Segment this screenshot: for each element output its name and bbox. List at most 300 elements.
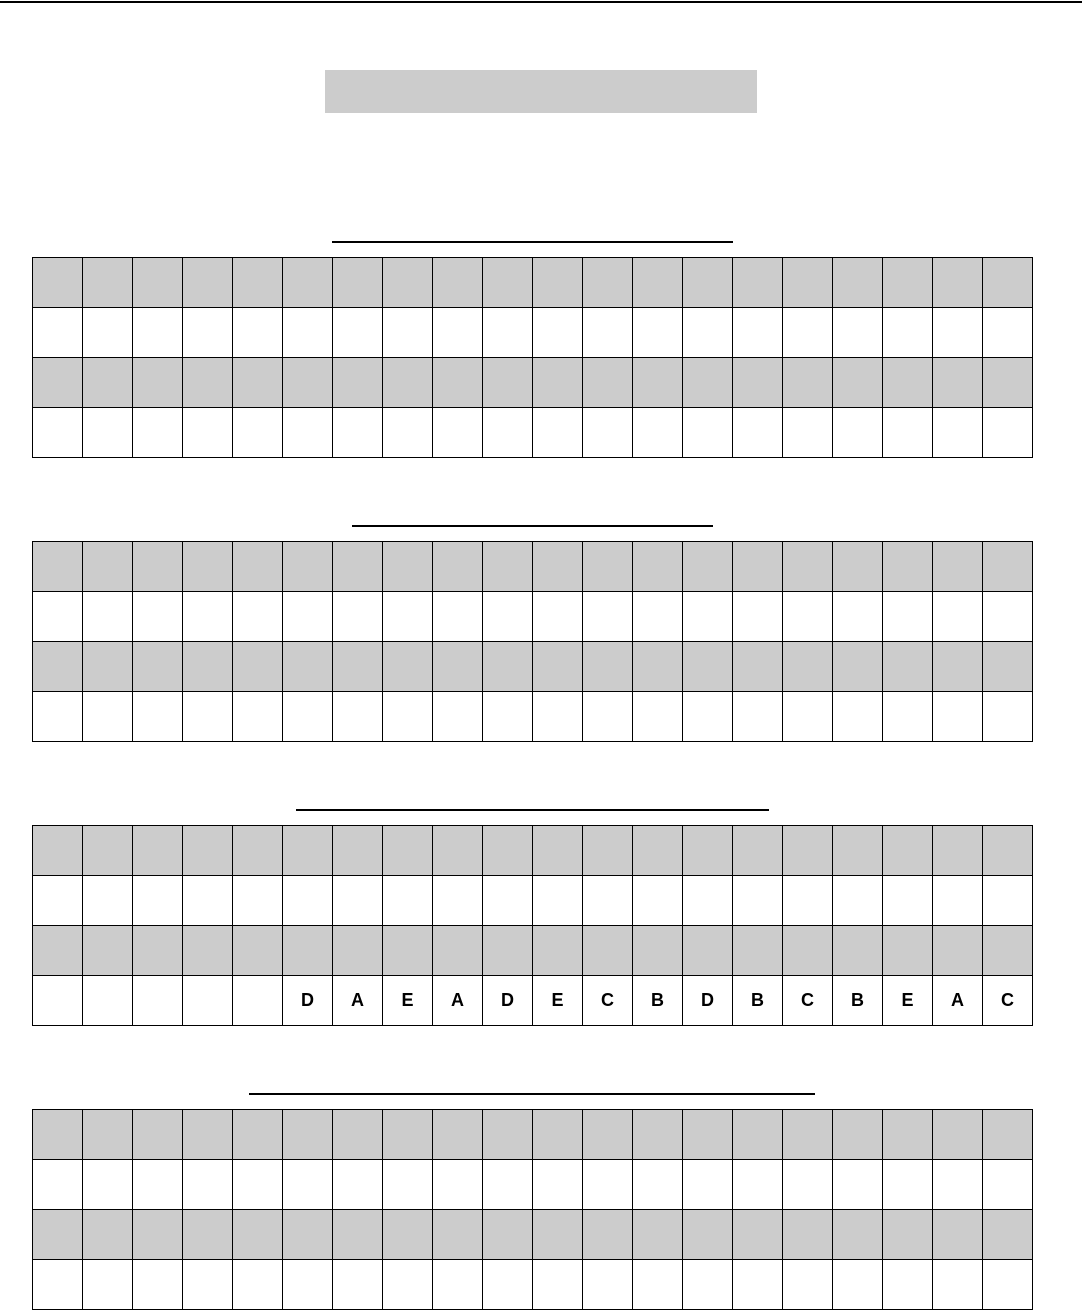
grid-cell	[783, 876, 833, 926]
grid-cell	[283, 258, 333, 308]
grid-cell	[183, 1160, 233, 1210]
grid-cell	[183, 976, 233, 1026]
grid-cell	[983, 1260, 1033, 1310]
grid-cell	[133, 1260, 183, 1310]
grid-cell	[583, 1210, 633, 1260]
shaded-row	[33, 1210, 1033, 1260]
grid-cell	[833, 408, 883, 458]
grid-cell: C	[983, 976, 1033, 1026]
grid-cell	[183, 592, 233, 642]
grid-cell	[33, 826, 83, 876]
grid-cell	[733, 308, 783, 358]
grid-cell	[83, 358, 133, 408]
grid-cell	[833, 642, 883, 692]
grid-cell	[283, 1110, 333, 1160]
grid-cell	[183, 692, 233, 742]
grid-cell	[933, 592, 983, 642]
grid-cell	[233, 1260, 283, 1310]
grid-cell	[483, 408, 533, 458]
grid-cell	[783, 358, 833, 408]
grid-cell	[733, 642, 783, 692]
grid-cell	[633, 1110, 683, 1160]
grid-cell	[583, 926, 633, 976]
grid-cell	[683, 1210, 733, 1260]
grid-cell	[683, 826, 733, 876]
grid-cell	[283, 1260, 333, 1310]
grid-cell	[83, 1160, 133, 1210]
grid-cell	[883, 308, 933, 358]
grid-cell	[533, 358, 583, 408]
grid-cell	[233, 692, 283, 742]
grid-cell	[833, 826, 883, 876]
grid-cell	[283, 1210, 333, 1260]
grid-cell	[383, 358, 433, 408]
grid-cell	[83, 876, 133, 926]
grid-cell	[933, 308, 983, 358]
grid-cell	[233, 1210, 283, 1260]
grid-cell	[583, 408, 633, 458]
shaded-row	[33, 642, 1033, 692]
grid-cell	[583, 876, 633, 926]
grid-cell	[183, 1110, 233, 1160]
answer-row	[33, 408, 1033, 458]
grid-cell	[433, 1160, 483, 1210]
grid-cell	[133, 408, 183, 458]
grid-cell	[383, 408, 433, 458]
grid-cell	[433, 358, 483, 408]
grid-cell	[333, 258, 383, 308]
grid-cell	[183, 926, 233, 976]
grid-cell	[233, 258, 283, 308]
grid-cell	[233, 542, 283, 592]
grid-cell: D	[283, 976, 333, 1026]
grid-cell	[283, 308, 333, 358]
grid-cell	[433, 692, 483, 742]
grid-cell	[283, 592, 333, 642]
grid-cell	[583, 692, 633, 742]
grid-cell	[533, 876, 583, 926]
grid-cell	[283, 542, 333, 592]
grid-cell	[583, 642, 633, 692]
shaded-row	[33, 826, 1033, 876]
shaded-row	[33, 358, 1033, 408]
grid-cell	[633, 1210, 683, 1260]
grid-cell	[883, 692, 933, 742]
grid-cell	[483, 358, 533, 408]
grid-cell	[833, 358, 883, 408]
grid-cell	[633, 542, 683, 592]
grid-cell	[33, 976, 83, 1026]
grid-cell	[683, 358, 733, 408]
grid-cell	[583, 1110, 633, 1160]
grid-cell: E	[883, 976, 933, 1026]
grid-cell	[483, 542, 533, 592]
grid-cell	[433, 826, 483, 876]
grid-cell	[683, 408, 733, 458]
grid-cell	[233, 926, 283, 976]
grid-cell	[783, 258, 833, 308]
grid-cell	[933, 1110, 983, 1160]
grid-cell	[133, 976, 183, 1026]
grid-cell	[133, 358, 183, 408]
grid-cell	[983, 926, 1033, 976]
grid-cell	[133, 826, 183, 876]
grid-cell	[883, 926, 933, 976]
grid-cell	[383, 1210, 433, 1260]
grid-cell	[633, 876, 683, 926]
title-box	[325, 70, 757, 113]
grid-cell	[483, 1260, 533, 1310]
grid-cell	[633, 358, 683, 408]
grid-cell	[683, 1260, 733, 1310]
grid-cell: E	[383, 976, 433, 1026]
grid-cell	[933, 542, 983, 592]
grid-cell	[533, 1260, 583, 1310]
grid-cell	[533, 592, 583, 642]
answer-row	[33, 1160, 1033, 1210]
grid-cell	[283, 642, 333, 692]
grid-cell	[233, 826, 283, 876]
grid-cell	[333, 642, 383, 692]
grid-cell	[33, 642, 83, 692]
grid-cell	[533, 692, 583, 742]
grid-cell	[883, 542, 933, 592]
grid-cell	[333, 358, 383, 408]
grid-cell	[433, 258, 483, 308]
grid-cell	[883, 876, 933, 926]
grid-cell	[833, 876, 883, 926]
grid-cell	[933, 826, 983, 876]
grid-cell	[633, 592, 683, 642]
grid-cell	[883, 642, 933, 692]
grid-cell	[783, 592, 833, 642]
grid-cell	[783, 1260, 833, 1310]
grid-cell	[33, 1110, 83, 1160]
grid-cell	[183, 1260, 233, 1310]
grid-cell	[433, 876, 483, 926]
grid-cell	[783, 642, 833, 692]
grid-cell	[883, 1260, 933, 1310]
grid-cell	[283, 926, 333, 976]
grid-cell	[783, 926, 833, 976]
grid-cell	[333, 1260, 383, 1310]
grid-cell	[983, 826, 1033, 876]
grid-cell	[283, 876, 333, 926]
grid-cell	[283, 358, 333, 408]
grid-cell	[783, 308, 833, 358]
grid-cell	[83, 826, 133, 876]
grid-cell	[983, 542, 1033, 592]
grid-cell	[633, 1260, 683, 1310]
grid-cell	[33, 308, 83, 358]
grid-cell	[383, 876, 433, 926]
grid-cell	[933, 358, 983, 408]
section-2-caption-line	[352, 525, 713, 527]
grid-cell	[633, 642, 683, 692]
section-1-caption-line	[332, 241, 733, 243]
grid-cell	[83, 1260, 133, 1310]
grid-cell	[733, 542, 783, 592]
grid-cell	[833, 692, 883, 742]
grid-cell	[683, 1160, 733, 1210]
grid-cell	[883, 1160, 933, 1210]
answer-row	[33, 876, 1033, 926]
grid-cell	[433, 926, 483, 976]
grid-cell	[83, 976, 133, 1026]
grid-cell	[183, 1210, 233, 1260]
grid-cell	[133, 308, 183, 358]
grid-cell	[133, 642, 183, 692]
grid-cell	[433, 1110, 483, 1160]
grid-cell	[733, 1260, 783, 1310]
section-1-grid	[32, 257, 1033, 458]
grid-cell	[83, 258, 133, 308]
section-2-grid	[32, 541, 1033, 742]
grid-cell	[183, 826, 233, 876]
grid-cell	[83, 542, 133, 592]
grid-cell	[583, 542, 633, 592]
grid-cell	[283, 1160, 333, 1210]
grid-cell	[533, 542, 583, 592]
section-3-caption-line	[296, 809, 769, 811]
grid-cell	[883, 258, 933, 308]
grid-cell	[433, 592, 483, 642]
grid-cell	[733, 258, 783, 308]
grid-cell	[183, 258, 233, 308]
grid-cell	[333, 408, 383, 458]
grid-cell	[383, 926, 433, 976]
grid-cell	[383, 258, 433, 308]
grid-cell	[83, 642, 133, 692]
grid-cell	[133, 1160, 183, 1210]
grid-cell	[983, 258, 1033, 308]
grid-cell: B	[633, 976, 683, 1026]
grid-cell	[133, 542, 183, 592]
grid-cell: B	[833, 976, 883, 1026]
grid-cell	[583, 358, 633, 408]
grid-cell	[983, 1210, 1033, 1260]
grid-cell	[283, 408, 333, 458]
grid-cell	[233, 642, 283, 692]
grid-cell	[33, 542, 83, 592]
grid-cell	[183, 876, 233, 926]
grid-cell	[733, 692, 783, 742]
grid-cell	[333, 1210, 383, 1260]
grid-cell	[33, 692, 83, 742]
answer-row	[33, 592, 1033, 642]
grid-cell	[483, 1160, 533, 1210]
grid-cell	[533, 1210, 583, 1260]
grid-cell	[133, 876, 183, 926]
answer-row	[33, 692, 1033, 742]
grid-cell	[933, 258, 983, 308]
grid-cell	[383, 1260, 433, 1310]
grid-cell: A	[333, 976, 383, 1026]
grid-cell	[483, 308, 533, 358]
grid-cell	[83, 592, 133, 642]
grid-cell: A	[433, 976, 483, 1026]
grid-cell	[883, 592, 933, 642]
grid-cell	[33, 358, 83, 408]
grid-cell	[233, 358, 283, 408]
grid-cell	[83, 308, 133, 358]
grid-cell	[883, 358, 933, 408]
grid-cell	[633, 408, 683, 458]
grid-cell	[683, 258, 733, 308]
grid-cell	[383, 1110, 433, 1160]
grid-cell	[483, 1210, 533, 1260]
grid-cell	[33, 1160, 83, 1210]
grid-cell	[233, 1160, 283, 1210]
grid-cell	[933, 642, 983, 692]
grid-cell	[233, 1110, 283, 1160]
grid-cell	[733, 408, 783, 458]
grid-cell	[983, 358, 1033, 408]
grid-cell	[483, 876, 533, 926]
grid-cell	[983, 308, 1033, 358]
grid-cell	[283, 826, 333, 876]
grid-cell	[983, 1110, 1033, 1160]
grid-cell	[833, 1160, 883, 1210]
grid-cell	[683, 308, 733, 358]
grid-cell	[983, 692, 1033, 742]
grid-cell	[33, 926, 83, 976]
grid-cell	[733, 1110, 783, 1160]
grid-cell	[533, 642, 583, 692]
grid-cell	[333, 692, 383, 742]
grid-cell	[33, 408, 83, 458]
grid-cell	[483, 592, 533, 642]
grid-cell	[983, 876, 1033, 926]
grid-cell	[33, 592, 83, 642]
grid-cell	[233, 408, 283, 458]
grid-cell	[83, 408, 133, 458]
grid-cell: E	[533, 976, 583, 1026]
grid-cell	[33, 1210, 83, 1260]
grid-cell: B	[733, 976, 783, 1026]
grid-cell	[333, 542, 383, 592]
grid-cell	[933, 1160, 983, 1210]
grid-cell	[583, 308, 633, 358]
grid-cell	[833, 926, 883, 976]
grid-cell	[783, 1160, 833, 1210]
grid-cell	[83, 1110, 133, 1160]
grid-cell	[883, 826, 933, 876]
answer-row	[33, 308, 1033, 358]
grid-cell	[33, 1260, 83, 1310]
grid-cell	[483, 1110, 533, 1160]
shaded-row	[33, 1110, 1033, 1160]
grid-cell	[533, 826, 583, 876]
grid-cell	[933, 926, 983, 976]
grid-cell	[383, 308, 433, 358]
grid-cell	[83, 1210, 133, 1260]
grid-cell	[133, 1210, 183, 1260]
grid-cell	[683, 542, 733, 592]
grid-cell	[633, 258, 683, 308]
grid-cell: C	[583, 976, 633, 1026]
grid-cell	[383, 692, 433, 742]
grid-cell	[33, 876, 83, 926]
top-rule	[0, 1, 1082, 3]
grid-cell	[383, 826, 433, 876]
grid-cell	[833, 1210, 883, 1260]
grid-cell	[983, 1160, 1033, 1210]
grid-cell	[433, 542, 483, 592]
grid-cell	[83, 926, 133, 976]
grid-cell	[383, 1160, 433, 1210]
grid-cell	[333, 592, 383, 642]
grid-cell	[933, 692, 983, 742]
grid-cell	[183, 408, 233, 458]
grid-cell	[833, 258, 883, 308]
shaded-row	[33, 926, 1033, 976]
answer-row	[33, 1260, 1033, 1310]
grid-cell	[533, 408, 583, 458]
grid-cell	[233, 876, 283, 926]
grid-cell	[883, 1110, 933, 1160]
grid-cell	[783, 542, 833, 592]
shaded-row	[33, 542, 1033, 592]
grid-cell	[133, 258, 183, 308]
grid-cell	[683, 592, 733, 642]
grid-cell	[233, 592, 283, 642]
grid-cell: C	[783, 976, 833, 1026]
grid-cell: D	[683, 976, 733, 1026]
grid-cell	[583, 826, 633, 876]
grid-cell	[583, 1160, 633, 1210]
grid-cell	[333, 1160, 383, 1210]
grid-cell	[433, 1260, 483, 1310]
grid-cell	[833, 1110, 883, 1160]
grid-cell	[133, 692, 183, 742]
grid-cell	[683, 876, 733, 926]
grid-cell: D	[483, 976, 533, 1026]
grid-cell	[633, 308, 683, 358]
grid-cell	[633, 926, 683, 976]
grid-cell	[183, 642, 233, 692]
grid-cell	[333, 926, 383, 976]
grid-cell	[183, 358, 233, 408]
grid-cell	[483, 642, 533, 692]
grid-cell	[483, 692, 533, 742]
grid-cell	[683, 1110, 733, 1160]
grid-cell	[833, 542, 883, 592]
grid-cell	[983, 642, 1033, 692]
grid-cell	[683, 642, 733, 692]
shaded-row	[33, 258, 1033, 308]
grid-cell	[983, 408, 1033, 458]
grid-cell	[133, 926, 183, 976]
grid-cell	[583, 258, 633, 308]
grid-cell	[933, 1260, 983, 1310]
grid-cell	[583, 1260, 633, 1310]
grid-cell	[633, 1160, 683, 1210]
grid-cell	[783, 1110, 833, 1160]
grid-cell	[783, 408, 833, 458]
grid-cell	[383, 592, 433, 642]
grid-cell	[483, 258, 533, 308]
grid-cell	[783, 826, 833, 876]
grid-cell	[833, 1260, 883, 1310]
grid-cell	[683, 692, 733, 742]
grid-cell	[933, 408, 983, 458]
grid-cell	[683, 926, 733, 976]
grid-cell	[233, 308, 283, 358]
grid-cell	[783, 692, 833, 742]
section-4-caption-line	[249, 1093, 815, 1095]
grid-cell	[833, 308, 883, 358]
